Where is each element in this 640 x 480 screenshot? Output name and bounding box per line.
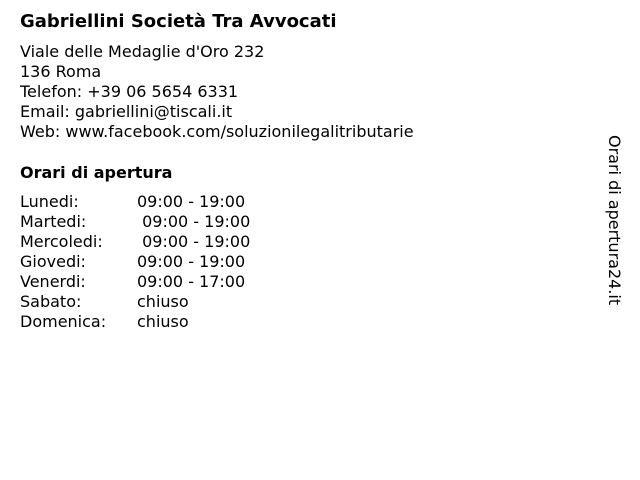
day-label: Sabato: — [20, 292, 82, 311]
day-label: Mercoledi: — [20, 232, 103, 251]
address-street: Viale delle Medaglie d'Oro 232 — [20, 42, 265, 61]
opening-hours-title: Orari di apertura — [20, 163, 173, 182]
hours-row-saturday — [20, 292, 250, 312]
business-card — [20, 10, 600, 332]
day-label: Domenica: — [20, 312, 107, 331]
day-hours: chiuso — [137, 312, 189, 331]
hours-row-tuesday — [20, 212, 250, 232]
day-label: Lunedi: — [20, 192, 79, 211]
day-label: Venerdi: — [20, 272, 86, 291]
day-label: Martedi: — [20, 212, 87, 231]
phone-line: Telefon: +39 06 5654 6331 — [20, 82, 239, 101]
hours-row-monday — [20, 192, 250, 212]
brand-watermark: Orari di apertura24.it — [605, 135, 624, 306]
hours-row-friday — [20, 272, 250, 292]
business-name: Gabriellini Società Tra Avvocati — [20, 11, 337, 32]
hours-row-sunday — [20, 312, 250, 332]
day-hours: 09:00 - 19:00 — [137, 252, 246, 271]
address-city: 136 Roma — [20, 62, 102, 81]
day-hours: chiuso — [137, 292, 189, 311]
hours-row-wednesday — [20, 232, 250, 252]
day-label: Giovedi: — [20, 252, 86, 271]
opening-hours-table — [20, 192, 250, 332]
day-hours: 09:00 - 19:00 — [137, 232, 251, 251]
email-line: Email: gabriellini@tiscali.it — [20, 102, 233, 121]
day-hours: 09:00 - 19:00 — [137, 212, 251, 231]
hours-row-thursday — [20, 252, 250, 272]
day-hours: 09:00 - 19:00 — [137, 192, 246, 211]
website-line: Web: www.facebook.com/soluzionilegalitributarie — [20, 122, 414, 141]
day-hours: 09:00 - 17:00 — [137, 272, 246, 291]
